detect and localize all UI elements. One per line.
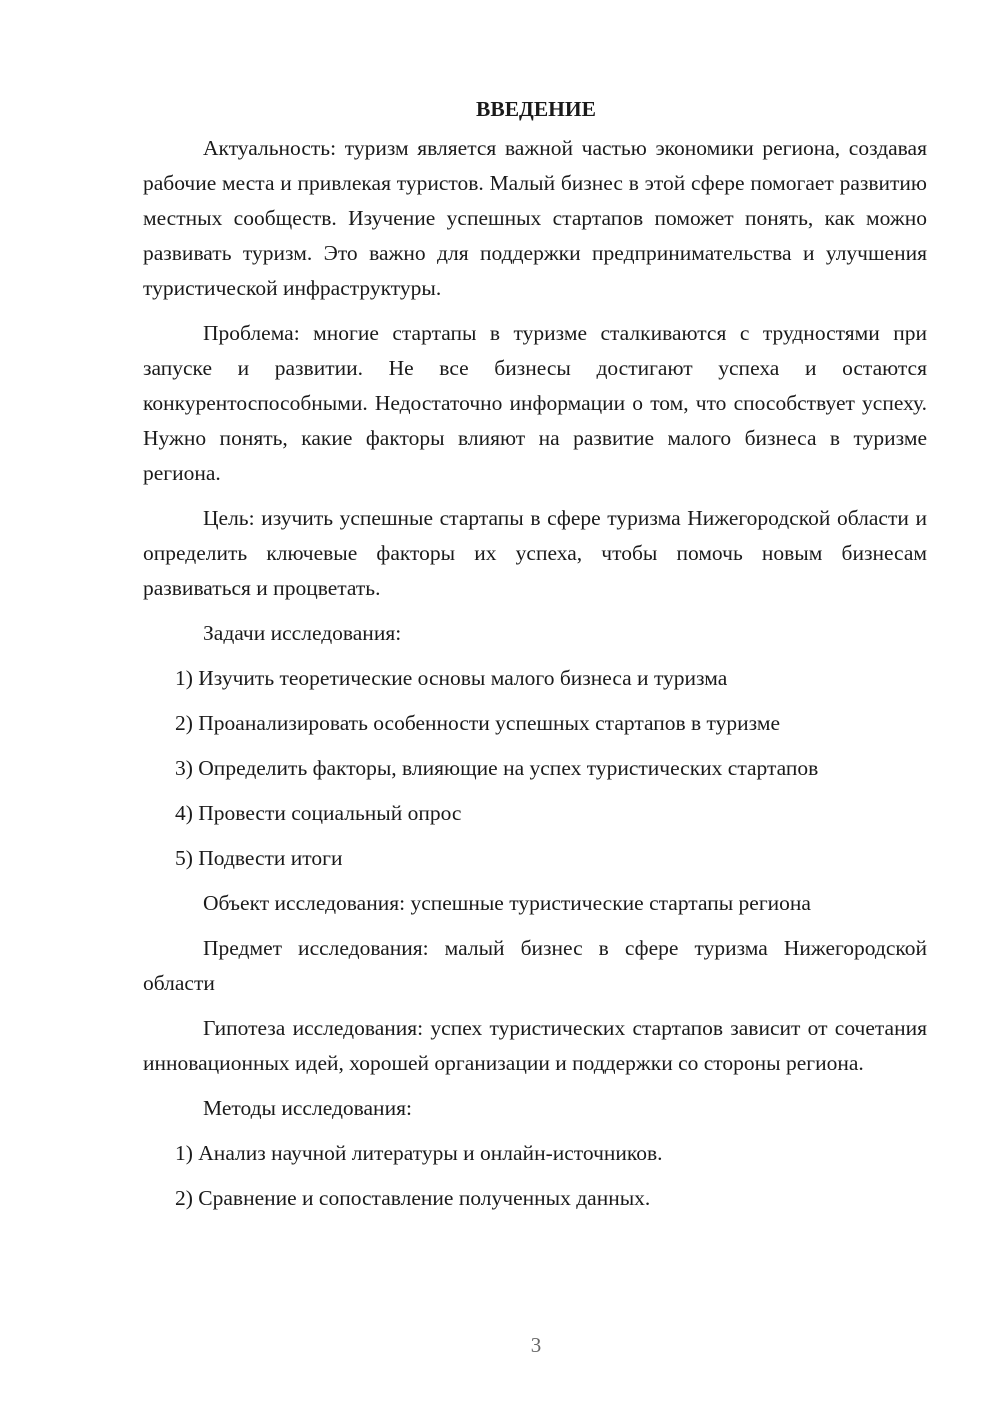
list-item: 3) Определить факторы, влияющие на успех туристических стартапов xyxy=(175,756,819,780)
document-page xyxy=(143,92,927,1216)
list-item: 2) Сравнение и сопоставление полученных данных. xyxy=(175,1186,651,1210)
list-item: 1) Анализ научной литературы и онлайн-источников. xyxy=(175,1141,663,1165)
hypothesis-paragraph: Гипотеза исследования: успех туристических стартапов зависит от сочетания инновационных идей, хорошей организации и поддержки со стороны региона. xyxy=(143,1016,927,1075)
goal-paragraph: Цель: изучить успешные стартапы в сфере туризма Нижегородской области и определить ключевые факторы их успеха, чтобы помочь новым бизнесам развиваться и процветать. xyxy=(143,506,927,600)
object-paragraph: Объект исследования: успешные туристические стартапы региона xyxy=(203,891,811,915)
page-number: 3 xyxy=(530,1333,542,1357)
page-title: ВВЕДЕНИЕ xyxy=(476,97,596,121)
list-item: 1) Изучить теоретические основы малого бизнеса и туризма xyxy=(175,666,728,690)
subject-paragraph: Предмет исследования: малый бизнес в сфере туризма Нижегородской области xyxy=(143,936,927,995)
list-item: 2) Проанализировать особенности успешных стартапов в туризме xyxy=(175,711,781,735)
methods-list xyxy=(143,1136,927,1216)
relevance-paragraph: Актуальность: туризм является важной частью экономики региона, создавая рабочие места и привлекая туристов. Малый бизнес в этой сфере помогает развитию местных сообществ. Изучение успешных стартапов поможет понять, как можно развивать туризм. Это важно для поддержки предпринимательства и улучшения туристической инфраструктуры. xyxy=(143,136,927,300)
tasks-label: Задачи исследования: xyxy=(203,621,402,645)
methods-label: Методы исследования: xyxy=(203,1096,412,1120)
list-item: 5) Подвести итоги xyxy=(175,846,343,870)
list-item: 4) Провести социальный опрос xyxy=(175,801,462,825)
tasks-list xyxy=(143,661,927,876)
problem-paragraph: Проблема: многие стартапы в туризме сталкиваются с трудностями при запуске и развитии. Не все бизнесы достигают успеха и остаются конкурентоспособными. Недостаточно информации о том, что способствует успеху. Нужно понять, какие факторы влияют на развитие малого бизнеса в туризме региона. xyxy=(143,321,927,485)
